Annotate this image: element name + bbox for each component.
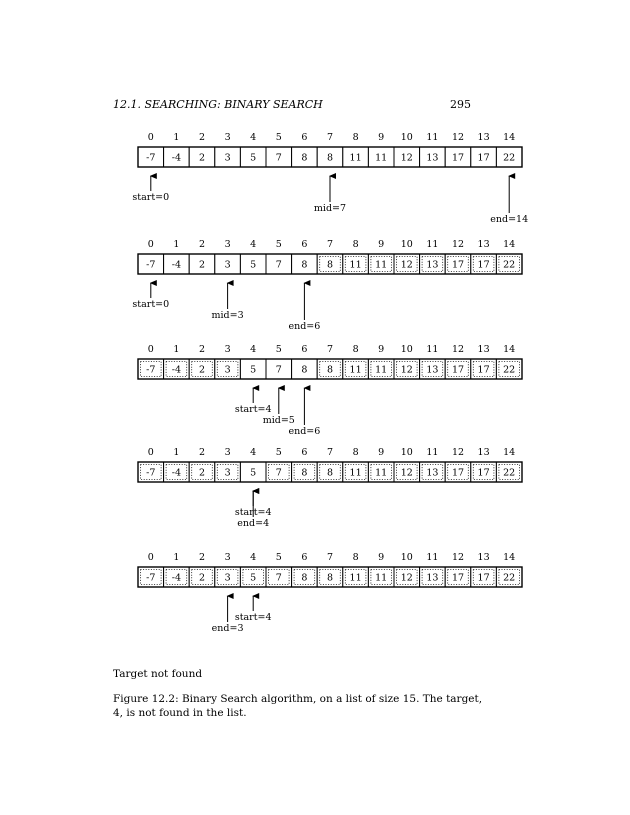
index-label: 2 [198, 132, 206, 143]
index-label: 6 [301, 239, 308, 250]
index-label: 0 [147, 447, 154, 458]
cell-value: 22 [503, 572, 516, 584]
pointer-label: start=4 [234, 404, 272, 415]
index-label: 8 [352, 552, 359, 563]
cell-value: 8 [301, 572, 308, 584]
cell-value: -4 [171, 152, 182, 164]
index-label: 14 [503, 552, 516, 563]
cell-value: 8 [301, 364, 308, 376]
cell-value: 8 [301, 259, 308, 271]
index-label: 4 [250, 344, 257, 355]
cell-value: 17 [451, 467, 465, 479]
index-label: 9 [378, 447, 385, 458]
index-label: 13 [477, 239, 490, 250]
index-label: 6 [301, 344, 308, 355]
cell-value: 7 [275, 572, 282, 584]
cell-value: 2 [198, 152, 206, 164]
cell-value: -7 [146, 259, 156, 271]
index-label: 8 [352, 239, 359, 250]
index-label: 12 [451, 239, 465, 250]
index-label: 3 [224, 344, 231, 355]
cell-value: 11 [349, 467, 362, 479]
cell-value: 3 [224, 572, 231, 584]
index-label: 7 [326, 344, 334, 355]
index-label: 5 [275, 447, 282, 458]
index-label: 13 [477, 552, 490, 563]
cell-value: 13 [426, 259, 439, 271]
index-label: 13 [477, 132, 490, 143]
index-label: 1 [173, 239, 180, 250]
cell-value: 2 [198, 364, 206, 376]
cell-value: 11 [375, 467, 388, 479]
index-label: 10 [400, 132, 413, 143]
index-label: 4 [250, 132, 257, 143]
cell-value: 3 [224, 364, 231, 376]
cell-value: 2 [198, 572, 206, 584]
index-label: 12 [451, 552, 465, 563]
index-label: 5 [275, 552, 282, 563]
cell-value: 5 [250, 259, 257, 271]
figure-caption: Figure 12.2: Binary Search algorithm, on a list of size 15. The target, 4, is not found in the list. [113, 693, 483, 719]
index-label: 6 [301, 552, 308, 563]
cell-value: 3 [224, 152, 231, 164]
cell-value: 7 [275, 364, 282, 376]
index-label: 11 [426, 132, 439, 143]
index-label: 9 [378, 132, 385, 143]
index-label: 1 [173, 447, 180, 458]
index-label: 1 [173, 132, 180, 143]
index-label: 0 [147, 132, 154, 143]
index-label: 5 [275, 132, 282, 143]
pointer-label: start=4 [234, 612, 272, 623]
index-label: 7 [326, 132, 334, 143]
cell-value: 12 [400, 364, 413, 376]
index-label: 5 [275, 344, 282, 355]
index-label: 11 [426, 552, 439, 563]
pointer-label: end=6 [288, 426, 321, 437]
cell-value: 8 [326, 467, 334, 479]
cell-value: 8 [326, 572, 334, 584]
index-label: 13 [477, 447, 490, 458]
index-label: 3 [224, 239, 231, 250]
cell-value: 17 [451, 572, 465, 584]
cell-value: 3 [224, 467, 231, 479]
cell-value: 8 [301, 152, 308, 164]
index-label: 14 [503, 239, 516, 250]
index-label: 6 [301, 447, 308, 458]
index-label: 0 [147, 344, 154, 355]
cell-value: 17 [477, 152, 490, 164]
search-step-3 [138, 344, 522, 437]
cell-value: -7 [146, 364, 156, 376]
index-label: 2 [198, 447, 206, 458]
cell-value: 17 [451, 259, 465, 271]
index-label: 7 [326, 239, 334, 250]
cell-value: 2 [198, 467, 206, 479]
index-label: 9 [378, 239, 385, 250]
cell-value: 12 [400, 467, 413, 479]
cell-value: 17 [477, 364, 490, 376]
index-label: 0 [147, 552, 154, 563]
pointer-label: start=4 [234, 507, 272, 518]
cell-value: 5 [250, 364, 257, 376]
cell-value: 11 [375, 259, 388, 271]
page-number: 295 [450, 98, 471, 111]
index-label: 12 [451, 344, 465, 355]
pointer-label: mid=3 [211, 310, 244, 321]
cell-value: 13 [426, 572, 439, 584]
cell-value: 11 [375, 152, 388, 164]
pointer-label: end=14 [490, 214, 529, 225]
index-label: 4 [250, 239, 257, 250]
cell-value: 8 [326, 152, 334, 164]
cell-value: 22 [503, 152, 516, 164]
index-label: 10 [400, 447, 413, 458]
cell-value: 11 [349, 572, 362, 584]
index-label: 9 [378, 344, 385, 355]
index-label: 11 [426, 344, 439, 355]
pointer-label: mid=5 [262, 415, 295, 426]
index-label: 14 [503, 447, 516, 458]
index-label: 7 [326, 447, 334, 458]
cell-value: 5 [250, 152, 257, 164]
cell-value: 13 [426, 467, 439, 479]
cell-value: 7 [275, 152, 282, 164]
search-step-4 [138, 447, 522, 529]
index-label: 8 [352, 447, 359, 458]
cell-value: 17 [477, 572, 490, 584]
cell-value: 3 [224, 259, 231, 271]
search-step-5 [138, 552, 522, 634]
index-label: 2 [198, 552, 206, 563]
cell-value: 5 [250, 572, 257, 584]
index-label: 9 [378, 552, 385, 563]
index-label: 2 [198, 344, 206, 355]
cell-value: 22 [503, 364, 516, 376]
pointer-label: end=4 [237, 518, 270, 529]
running-header-section: 12.1. SEARCHING: BINARY SEARCH [113, 98, 323, 111]
cell-value: -7 [146, 467, 156, 479]
cell-value: -7 [146, 572, 156, 584]
cell-value: 22 [503, 259, 516, 271]
cell-value: 7 [275, 467, 282, 479]
index-label: 1 [173, 344, 180, 355]
cell-value: -4 [171, 572, 182, 584]
index-label: 2 [198, 239, 206, 250]
cell-value: 17 [477, 467, 490, 479]
index-label: 3 [224, 447, 231, 458]
index-label: 14 [503, 344, 516, 355]
index-label: 8 [352, 344, 359, 355]
search-result-text: Target not found [113, 668, 203, 680]
index-label: 3 [224, 132, 231, 143]
index-label: 3 [224, 552, 231, 563]
cell-value: -4 [171, 364, 182, 376]
index-label: 7 [326, 552, 334, 563]
pointer-label: mid=7 [313, 203, 347, 214]
search-step-1 [132, 132, 528, 225]
index-label: 1 [173, 552, 180, 563]
index-label: 10 [400, 344, 413, 355]
cell-value: 11 [375, 364, 388, 376]
index-label: 11 [426, 447, 439, 458]
index-label: 10 [400, 239, 413, 250]
index-label: 12 [451, 447, 465, 458]
cell-value: 8 [301, 467, 308, 479]
index-label: 13 [477, 344, 490, 355]
index-label: 4 [250, 447, 257, 458]
cell-value: 13 [426, 364, 439, 376]
cell-value: 17 [477, 259, 490, 271]
cell-value: 11 [349, 364, 362, 376]
index-label: 4 [250, 552, 257, 563]
pointer-label: start=0 [132, 299, 170, 310]
cell-value: 11 [349, 259, 362, 271]
cell-value: -4 [171, 467, 182, 479]
pointer-label: end=6 [288, 321, 321, 332]
index-label: 12 [451, 132, 465, 143]
cell-value: 12 [400, 572, 413, 584]
cell-value: -7 [146, 152, 156, 164]
cell-value: 8 [326, 364, 334, 376]
cell-value: 12 [400, 259, 413, 271]
cell-value: 11 [349, 152, 362, 164]
cell-value: 13 [426, 152, 439, 164]
pointer-label: start=0 [132, 192, 170, 203]
cell-value: 11 [375, 572, 388, 584]
index-label: 0 [147, 239, 154, 250]
search-step-2 [132, 239, 522, 332]
index-label: 11 [426, 239, 439, 250]
cell-value: 12 [400, 152, 413, 164]
cell-value: 7 [275, 259, 282, 271]
index-label: 6 [301, 132, 308, 143]
index-label: 5 [275, 239, 282, 250]
index-label: 10 [400, 552, 413, 563]
pointer-label: end=3 [211, 623, 244, 634]
cell-value: 17 [451, 152, 465, 164]
cell-value: 17 [451, 364, 465, 376]
index-label: 14 [503, 132, 516, 143]
index-label: 8 [352, 132, 359, 143]
cell-value: 22 [503, 467, 516, 479]
cell-value: 5 [250, 467, 257, 479]
cell-value: 8 [326, 259, 334, 271]
cell-value: 2 [198, 259, 206, 271]
cell-value: -4 [171, 259, 182, 271]
